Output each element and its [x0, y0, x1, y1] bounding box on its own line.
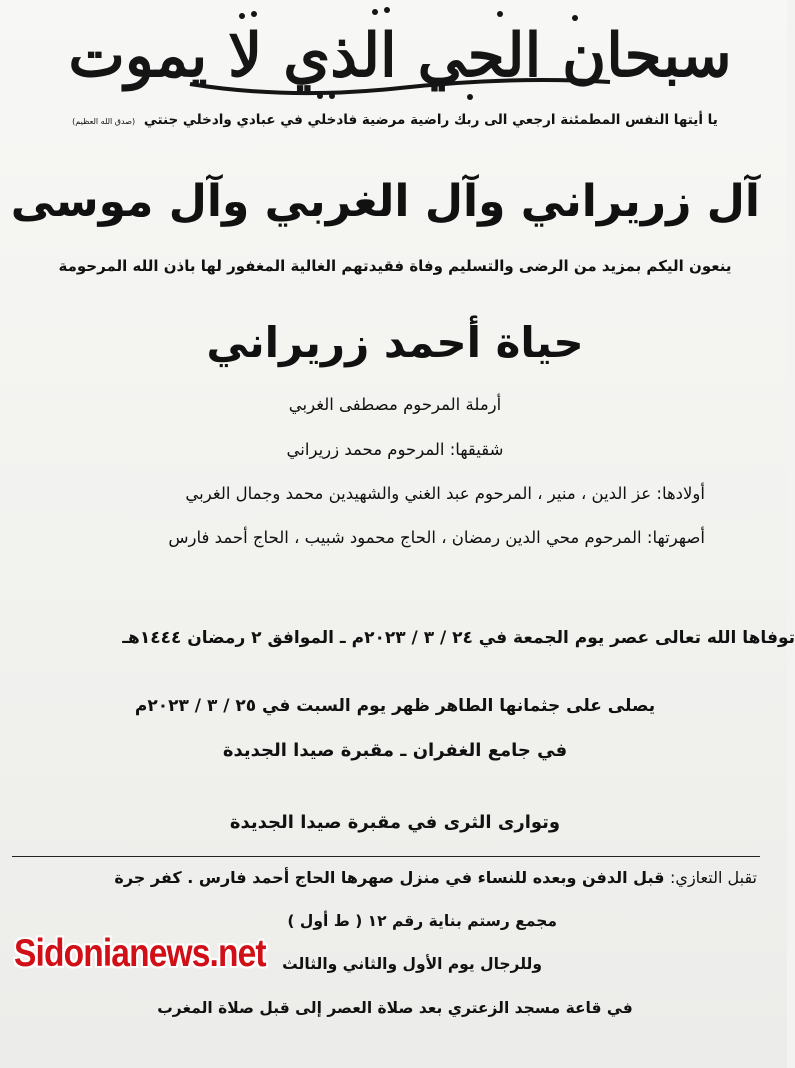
quran-verse [30, 112, 760, 128]
sons-in-law-value: المرحوم محي الدين رمضان ، الحاج محمود شبيب ، الحاج أحمد فارس [168, 528, 642, 547]
children-value: عز الدين ، منير ، المرحوم عبد الغني والشهيدين محمد وجمال الغربي [185, 484, 652, 503]
condolences-women-line [114, 868, 757, 887]
deceased-name: حياة أحمد زريراني [206, 318, 584, 367]
condolences-men-line: وللرجال يوم الأول والثاني والثالث [282, 955, 542, 973]
condolences-address-line: مجمع رستم بناية رقم ١٢ ( ط أول ) [287, 912, 557, 930]
calligraphy-artwork [68, 2, 732, 102]
calligraphy-text: سبحان الحي الذي لا يموت [68, 21, 732, 91]
brother-line [30, 440, 760, 459]
sons-in-law-label: أصهرتها: [646, 528, 705, 547]
family-names-title: آل زريراني وآل الغربي وآل موسى [10, 176, 760, 227]
section-divider [12, 856, 760, 857]
verse-text: يا أيتها النفس المطمئنة ارجعي الى ربك راضية مرضية فادخلي في عبادي وادخلي جنتي [143, 112, 718, 128]
verse-citation: (صدق الله العظيم) [72, 117, 136, 126]
children-line [185, 484, 705, 503]
condolences-women: قبل الدفن وبعده للنساء في منزل صهرها الحاج أحمد فارس . كفر جرة [114, 868, 665, 887]
site-watermark: Sidonianews.net [14, 932, 266, 975]
header-calligraphy [68, 2, 732, 102]
brother-value: المرحوم محمد زريراني [286, 440, 445, 459]
prayer-place-line: في جامع الغفران ـ مقبرة صيدا الجديدة [222, 740, 568, 761]
condolences-label: تقبل التعازي: [670, 868, 757, 887]
prayer-time-line: يصلى على جثمانها الطاهر ظهر يوم السبت في ٢٥ / ٣ / ٢٠٢٣م [134, 696, 656, 716]
sons-in-law-line [168, 528, 705, 547]
condolences-men-place-line: في قاعة مسجد الزعتري بعد صلاة العصر إلى قبل صلاة المغرب [157, 999, 633, 1017]
brother-label: شقيقها: [449, 440, 504, 459]
announcement-text: ينعون اليكم بمزيد من الرضى والتسليم وفاة فقيدتهم الغالية المغفور لها باذن الله المرحومة [58, 257, 732, 275]
children-label: أولادها: [656, 484, 705, 503]
death-date-line: توفاها الله تعالى عصر يوم الجمعة في ٢٤ / ٣ / ٢٠٢٣م ـ الموافق ٢ رمضان ١٤٤٤هـ [122, 628, 795, 648]
widow-of-line: أرملة المرحوم مصطفى الغربي [288, 395, 502, 414]
burial-line: وتوارى الثرى في مقبرة صيدا الجديدة [229, 812, 561, 833]
